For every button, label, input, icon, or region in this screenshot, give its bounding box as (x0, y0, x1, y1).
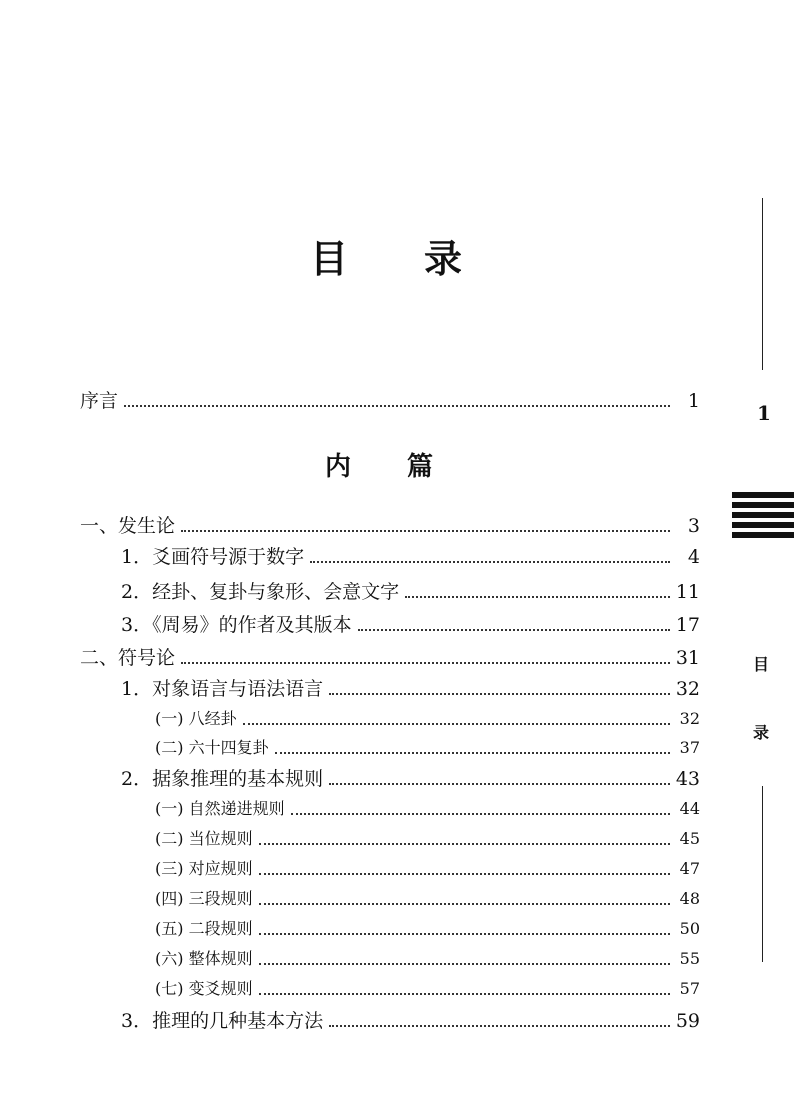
toc-entry-page: 11 (675, 581, 700, 603)
toc-entry-section-2-1[interactable] (121, 676, 700, 702)
toc-entry-label: (七) 变爻规则 (155, 979, 253, 998)
toc-entry-page: 44 (679, 799, 700, 818)
dot-leader (259, 933, 670, 935)
toc-entry-subsection-2-1-b[interactable] (155, 735, 700, 761)
dot-leader (275, 752, 670, 754)
dot-leader (181, 662, 670, 664)
toc-entry-page: 17 (675, 614, 700, 636)
part-heading-char-1: 内 (325, 452, 352, 482)
toc-entry-subsection-2-2-f[interactable] (155, 946, 700, 972)
page-title (310, 228, 462, 283)
toc-entry-page: 43 (675, 768, 700, 790)
toc-entry-label: 2．经卦、复卦与象形、会意文字 (121, 581, 400, 603)
toc-entry-preface[interactable] (80, 388, 700, 414)
toc-entry-label: (四) 三段规则 (155, 889, 253, 908)
toc-entry-chapter-2[interactable] (80, 645, 700, 671)
toc-entry-subsection-2-2-a[interactable] (155, 796, 700, 822)
toc-entry-label: (六) 整体规则 (155, 949, 253, 968)
dot-leader (405, 596, 670, 598)
dot-leader (259, 843, 670, 845)
dot-leader (291, 813, 670, 815)
toc-entry-subsection-2-2-g[interactable] (155, 976, 700, 1002)
toc-entry-label: 一、发生论 (80, 515, 176, 537)
trigram-line-1 (732, 492, 794, 498)
toc-entry-chapter-1[interactable] (80, 513, 700, 539)
margin-rule-top (762, 198, 763, 370)
dot-leader (243, 723, 670, 725)
toc-entry-label: 1．爻画符号源于数字 (121, 546, 305, 568)
toc-entry-section-1-3[interactable] (121, 612, 700, 638)
toc-entry-page: 47 (679, 859, 700, 878)
toc-entry-page: 32 (679, 709, 700, 728)
toc-entry-label: (三) 对应规则 (155, 859, 253, 878)
toc-entry-label: (一) 八经卦 (155, 709, 237, 728)
toc-entry-label: 3．《周易》的作者及其版本 (121, 614, 352, 636)
dot-leader (329, 1025, 670, 1027)
toc-entry-page: 32 (675, 678, 700, 700)
trigram-icon (732, 492, 794, 542)
dot-leader (329, 783, 670, 785)
title-char-2: 录 (424, 236, 463, 281)
toc-entry-label: (二) 六十四复卦 (155, 738, 269, 757)
toc-entry-page: 57 (679, 979, 700, 998)
toc-entry-section-2-3[interactable] (121, 1008, 700, 1034)
toc-entry-label: (五) 二段规则 (155, 919, 253, 938)
toc-entry-page: 37 (679, 738, 700, 757)
dot-leader (259, 873, 670, 875)
toc-entry-section-2-2[interactable] (121, 766, 700, 792)
toc-entry-page: 45 (679, 829, 700, 848)
toc-entry-subsection-2-2-e[interactable] (155, 916, 700, 942)
toc-entry-label: 二、符号论 (80, 647, 176, 669)
toc-entry-label: (一) 自然递进规则 (155, 799, 285, 818)
toc-entry-page: 55 (679, 949, 700, 968)
dot-leader (259, 993, 670, 995)
toc-entry-page: 50 (679, 919, 700, 938)
dot-leader (124, 405, 670, 407)
toc-entry-label: 1．对象语言与语法语言 (121, 678, 324, 700)
page-number: 1 (757, 401, 771, 425)
trigram-line-3 (732, 512, 794, 518)
toc-entry-section-1-1[interactable] (121, 544, 700, 570)
toc-entry-label: 2．据象推理的基本规则 (121, 768, 324, 790)
toc-entry-subsection-2-2-d[interactable] (155, 886, 700, 912)
title-char-1: 目 (310, 236, 349, 281)
margin-rule-bottom (762, 786, 763, 962)
trigram-line-4 (732, 522, 794, 528)
dot-leader (259, 963, 670, 965)
dot-leader (329, 693, 670, 695)
dot-leader (181, 530, 670, 532)
dot-leader (310, 561, 670, 563)
toc-entry-page: 4 (687, 546, 700, 568)
trigram-line-5 (732, 532, 794, 538)
dot-leader (259, 903, 670, 905)
trigram-line-2 (732, 502, 794, 508)
toc-entry-page: 3 (687, 515, 700, 537)
toc-entry-subsection-2-1-a[interactable] (155, 706, 700, 732)
toc-entry-page: 48 (679, 889, 700, 908)
part-heading (325, 446, 433, 483)
toc-entry-subsection-2-2-c[interactable] (155, 856, 700, 882)
part-heading-char-2: 篇 (407, 452, 434, 482)
toc-entry-label: 3．推理的几种基本方法 (121, 1010, 324, 1032)
toc-entry-page: 1 (687, 390, 700, 412)
side-label-char-2: 录 (753, 723, 770, 742)
toc-entry-subsection-2-2-b[interactable] (155, 826, 700, 852)
toc-entry-label: (二) 当位规则 (155, 829, 253, 848)
toc-entry-page: 31 (675, 647, 700, 669)
dot-leader (358, 629, 670, 631)
side-label-char-1: 目 (753, 655, 770, 674)
toc-entry-label: 序言 (80, 390, 119, 412)
toc-entry-section-1-2[interactable] (121, 579, 700, 605)
toc-entry-page: 59 (675, 1010, 700, 1032)
